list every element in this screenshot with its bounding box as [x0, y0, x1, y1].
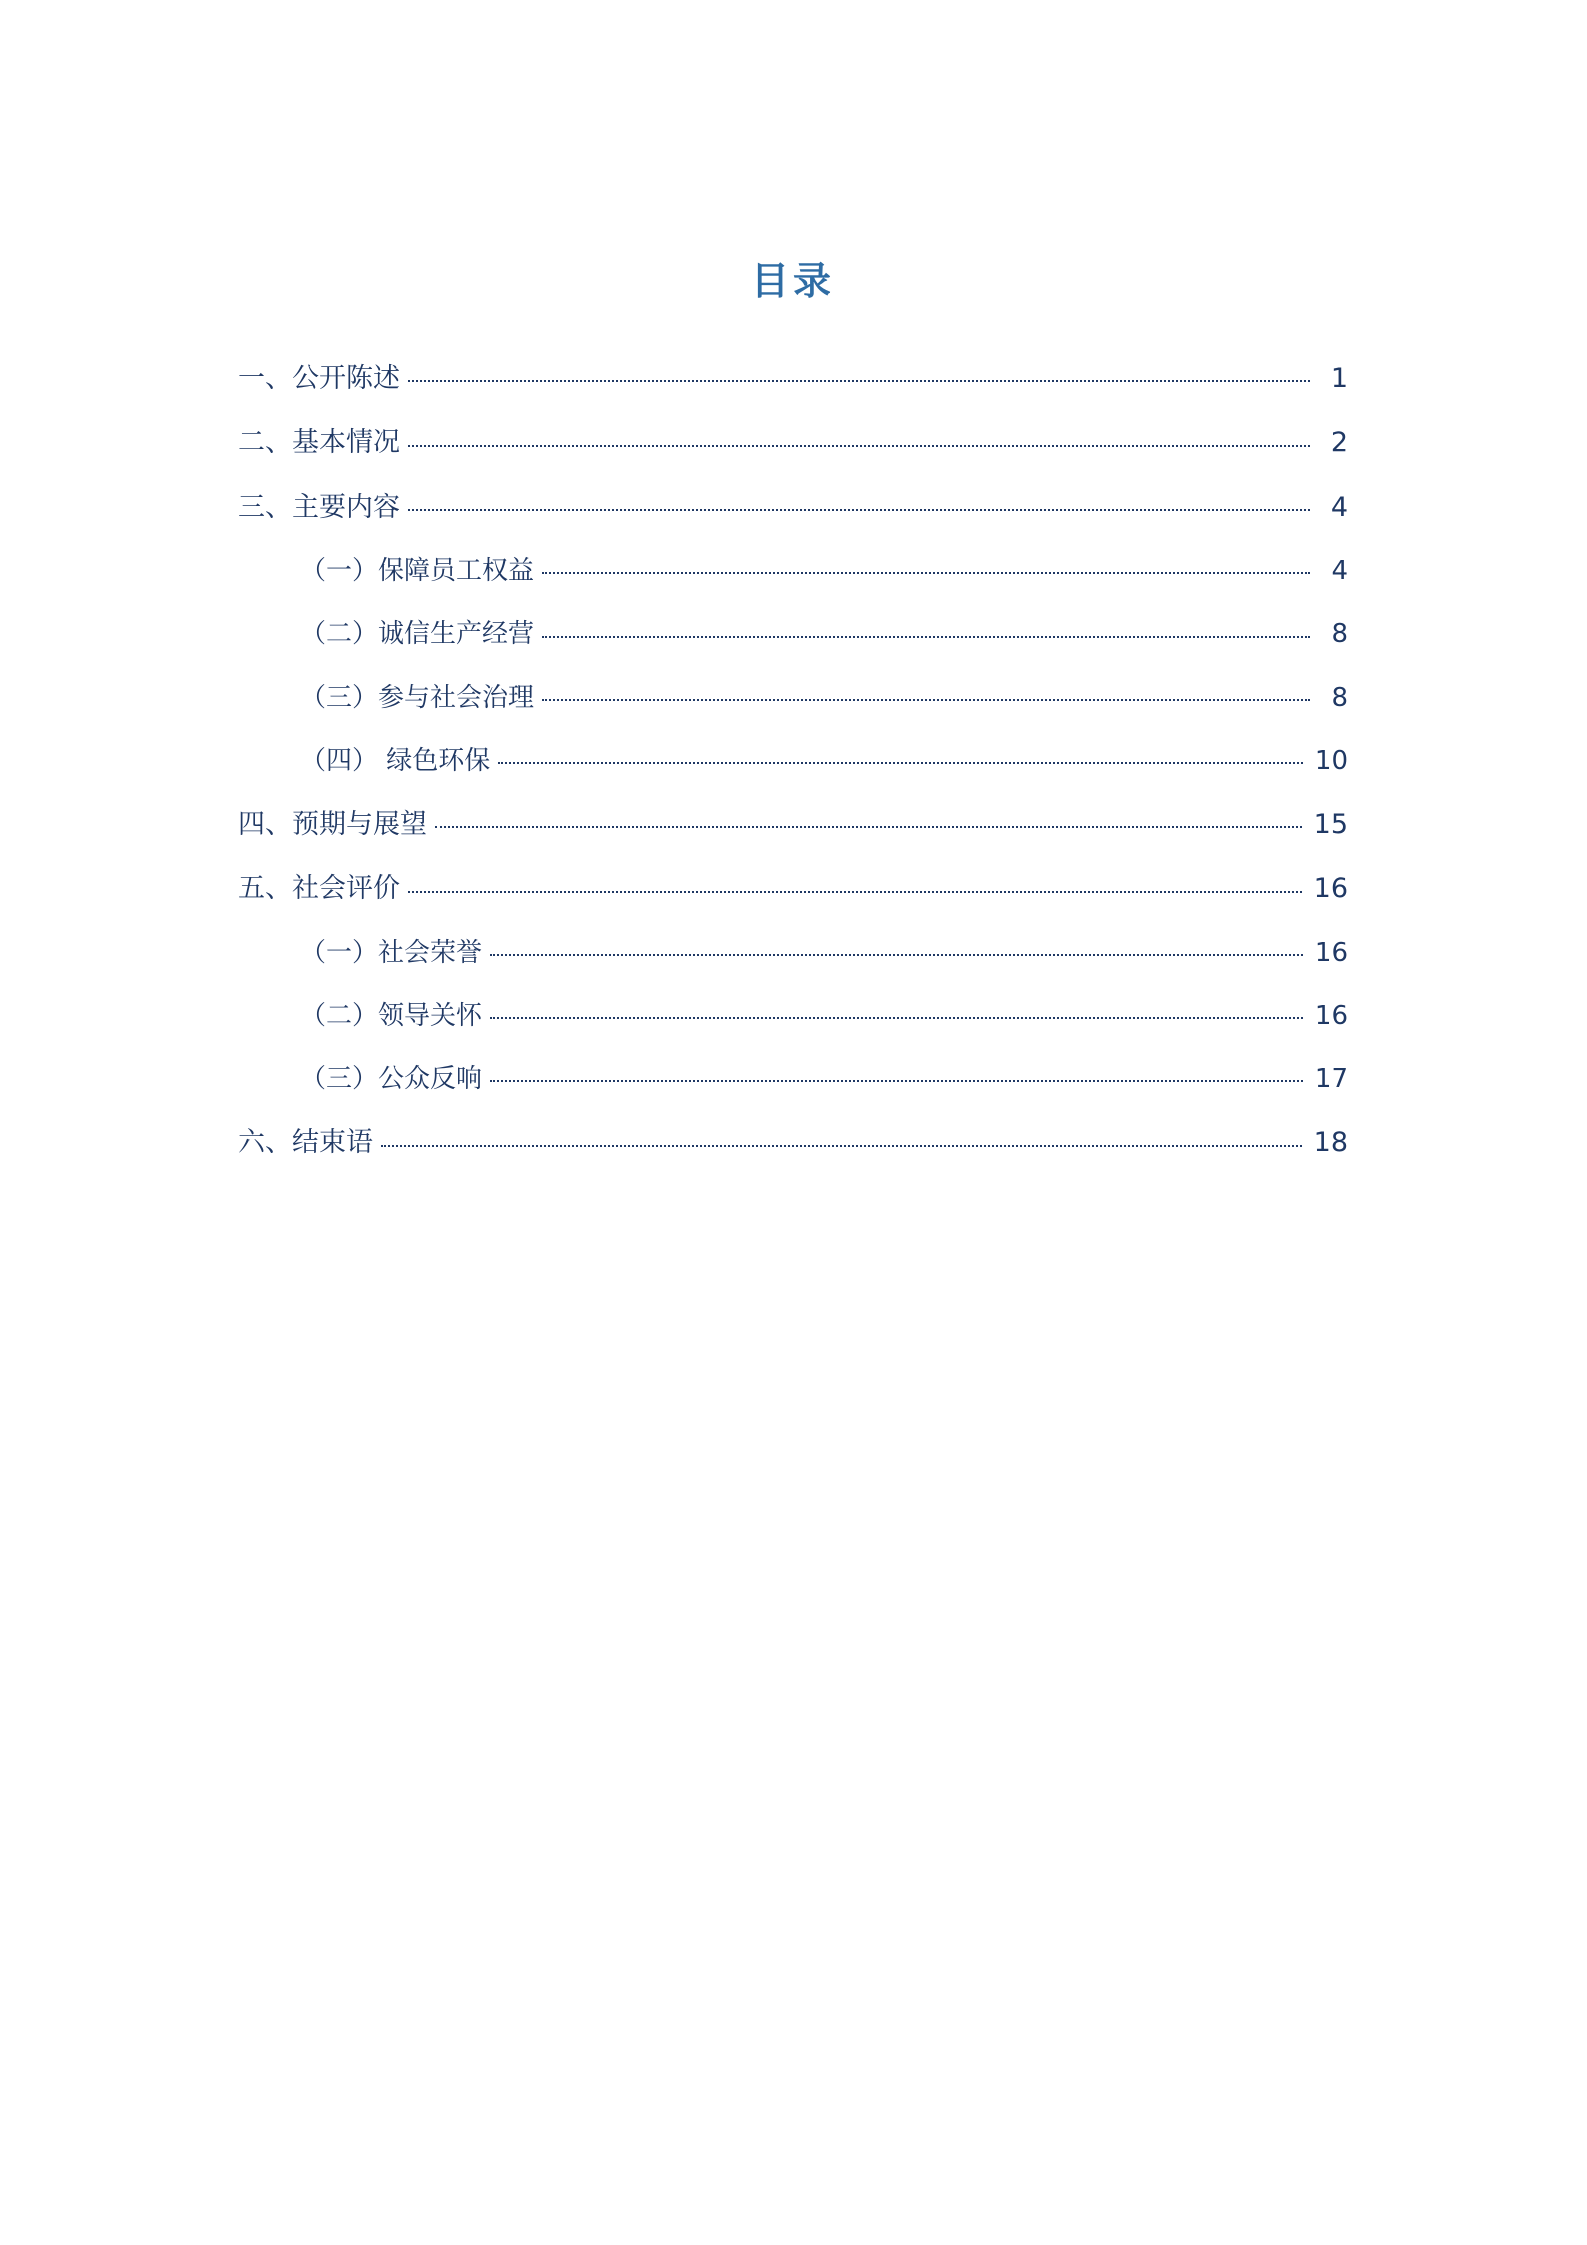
toc-leader-dots	[381, 1129, 1302, 1155]
toc-entry-label: （二）诚信生产经营	[300, 619, 535, 650]
toc-entry[interactable]	[238, 619, 1348, 650]
toc-entry-label: 四、预期与展望	[238, 808, 427, 840]
toc-leader-dots	[542, 556, 1310, 582]
toc-entry-label: （四） 绿色环保	[300, 745, 491, 776]
toc-entry[interactable]	[238, 1127, 1348, 1159]
toc-entry[interactable]	[238, 746, 1348, 777]
toc-entry[interactable]	[238, 809, 1348, 841]
toc-entry-label: （二）领导关怀	[300, 1000, 483, 1031]
toc-entry[interactable]	[238, 938, 1348, 969]
toc-entry-label: （三）参与社会治理	[300, 682, 535, 713]
toc-entry-page: 17	[1314, 1064, 1348, 1095]
toc-entry-page: 18	[1313, 1127, 1348, 1159]
toc-entry-page: 1	[1330, 363, 1348, 394]
toc-entry[interactable]	[238, 427, 1348, 459]
toc-entry[interactable]	[238, 1064, 1348, 1095]
toc-entry-label: 六、结束语	[238, 1127, 373, 1159]
toc-list	[238, 363, 1348, 1160]
toc-entry-label: （三）公众反响	[300, 1064, 483, 1095]
toc-leader-dots	[408, 429, 1310, 455]
toc-entry-page: 10	[1314, 745, 1348, 776]
table-of-contents	[238, 250, 1348, 1192]
toc-leader-dots	[490, 1064, 1303, 1090]
toc-entry-page: 8	[1331, 682, 1348, 713]
toc-entry-page: 4	[1331, 556, 1348, 587]
toc-entry[interactable]	[238, 1001, 1348, 1032]
toc-leader-dots	[498, 746, 1303, 772]
toc-entry-page: 8	[1331, 619, 1348, 650]
toc-entry-page: 16	[1313, 873, 1348, 905]
toc-entry-label: 一、公开陈述	[238, 363, 400, 394]
toc-entry-page: 16	[1314, 1000, 1348, 1031]
toc-entry[interactable]	[238, 492, 1348, 524]
toc-entry[interactable]	[238, 683, 1348, 714]
toc-leader-dots	[490, 1001, 1303, 1027]
toc-leader-dots	[542, 620, 1310, 646]
toc-entry-page: 4	[1330, 491, 1348, 523]
toc-entry-label: 二、基本情况	[238, 427, 400, 459]
toc-leader-dots	[490, 938, 1303, 964]
toc-leader-dots	[542, 683, 1310, 709]
toc-entry[interactable]	[238, 363, 1348, 395]
toc-leader-dots	[408, 875, 1302, 901]
toc-entry[interactable]	[238, 556, 1348, 587]
toc-entry-label: （一）社会荣誉	[300, 937, 483, 968]
toc-entry-label: 三、主要内容	[238, 491, 400, 523]
toc-leader-dots	[408, 493, 1310, 519]
toc-entry-page: 2	[1330, 427, 1348, 459]
toc-leader-dots	[435, 810, 1302, 836]
toc-entry[interactable]	[238, 873, 1348, 905]
toc-entry-label: 五、社会评价	[238, 873, 400, 905]
toc-entry-page: 16	[1314, 937, 1348, 968]
toc-entry-label: （一）保障员工权益	[300, 556, 535, 587]
toc-title: 目录	[750, 259, 835, 303]
toc-leader-dots	[408, 364, 1310, 390]
toc-entry-page: 15	[1313, 808, 1348, 840]
